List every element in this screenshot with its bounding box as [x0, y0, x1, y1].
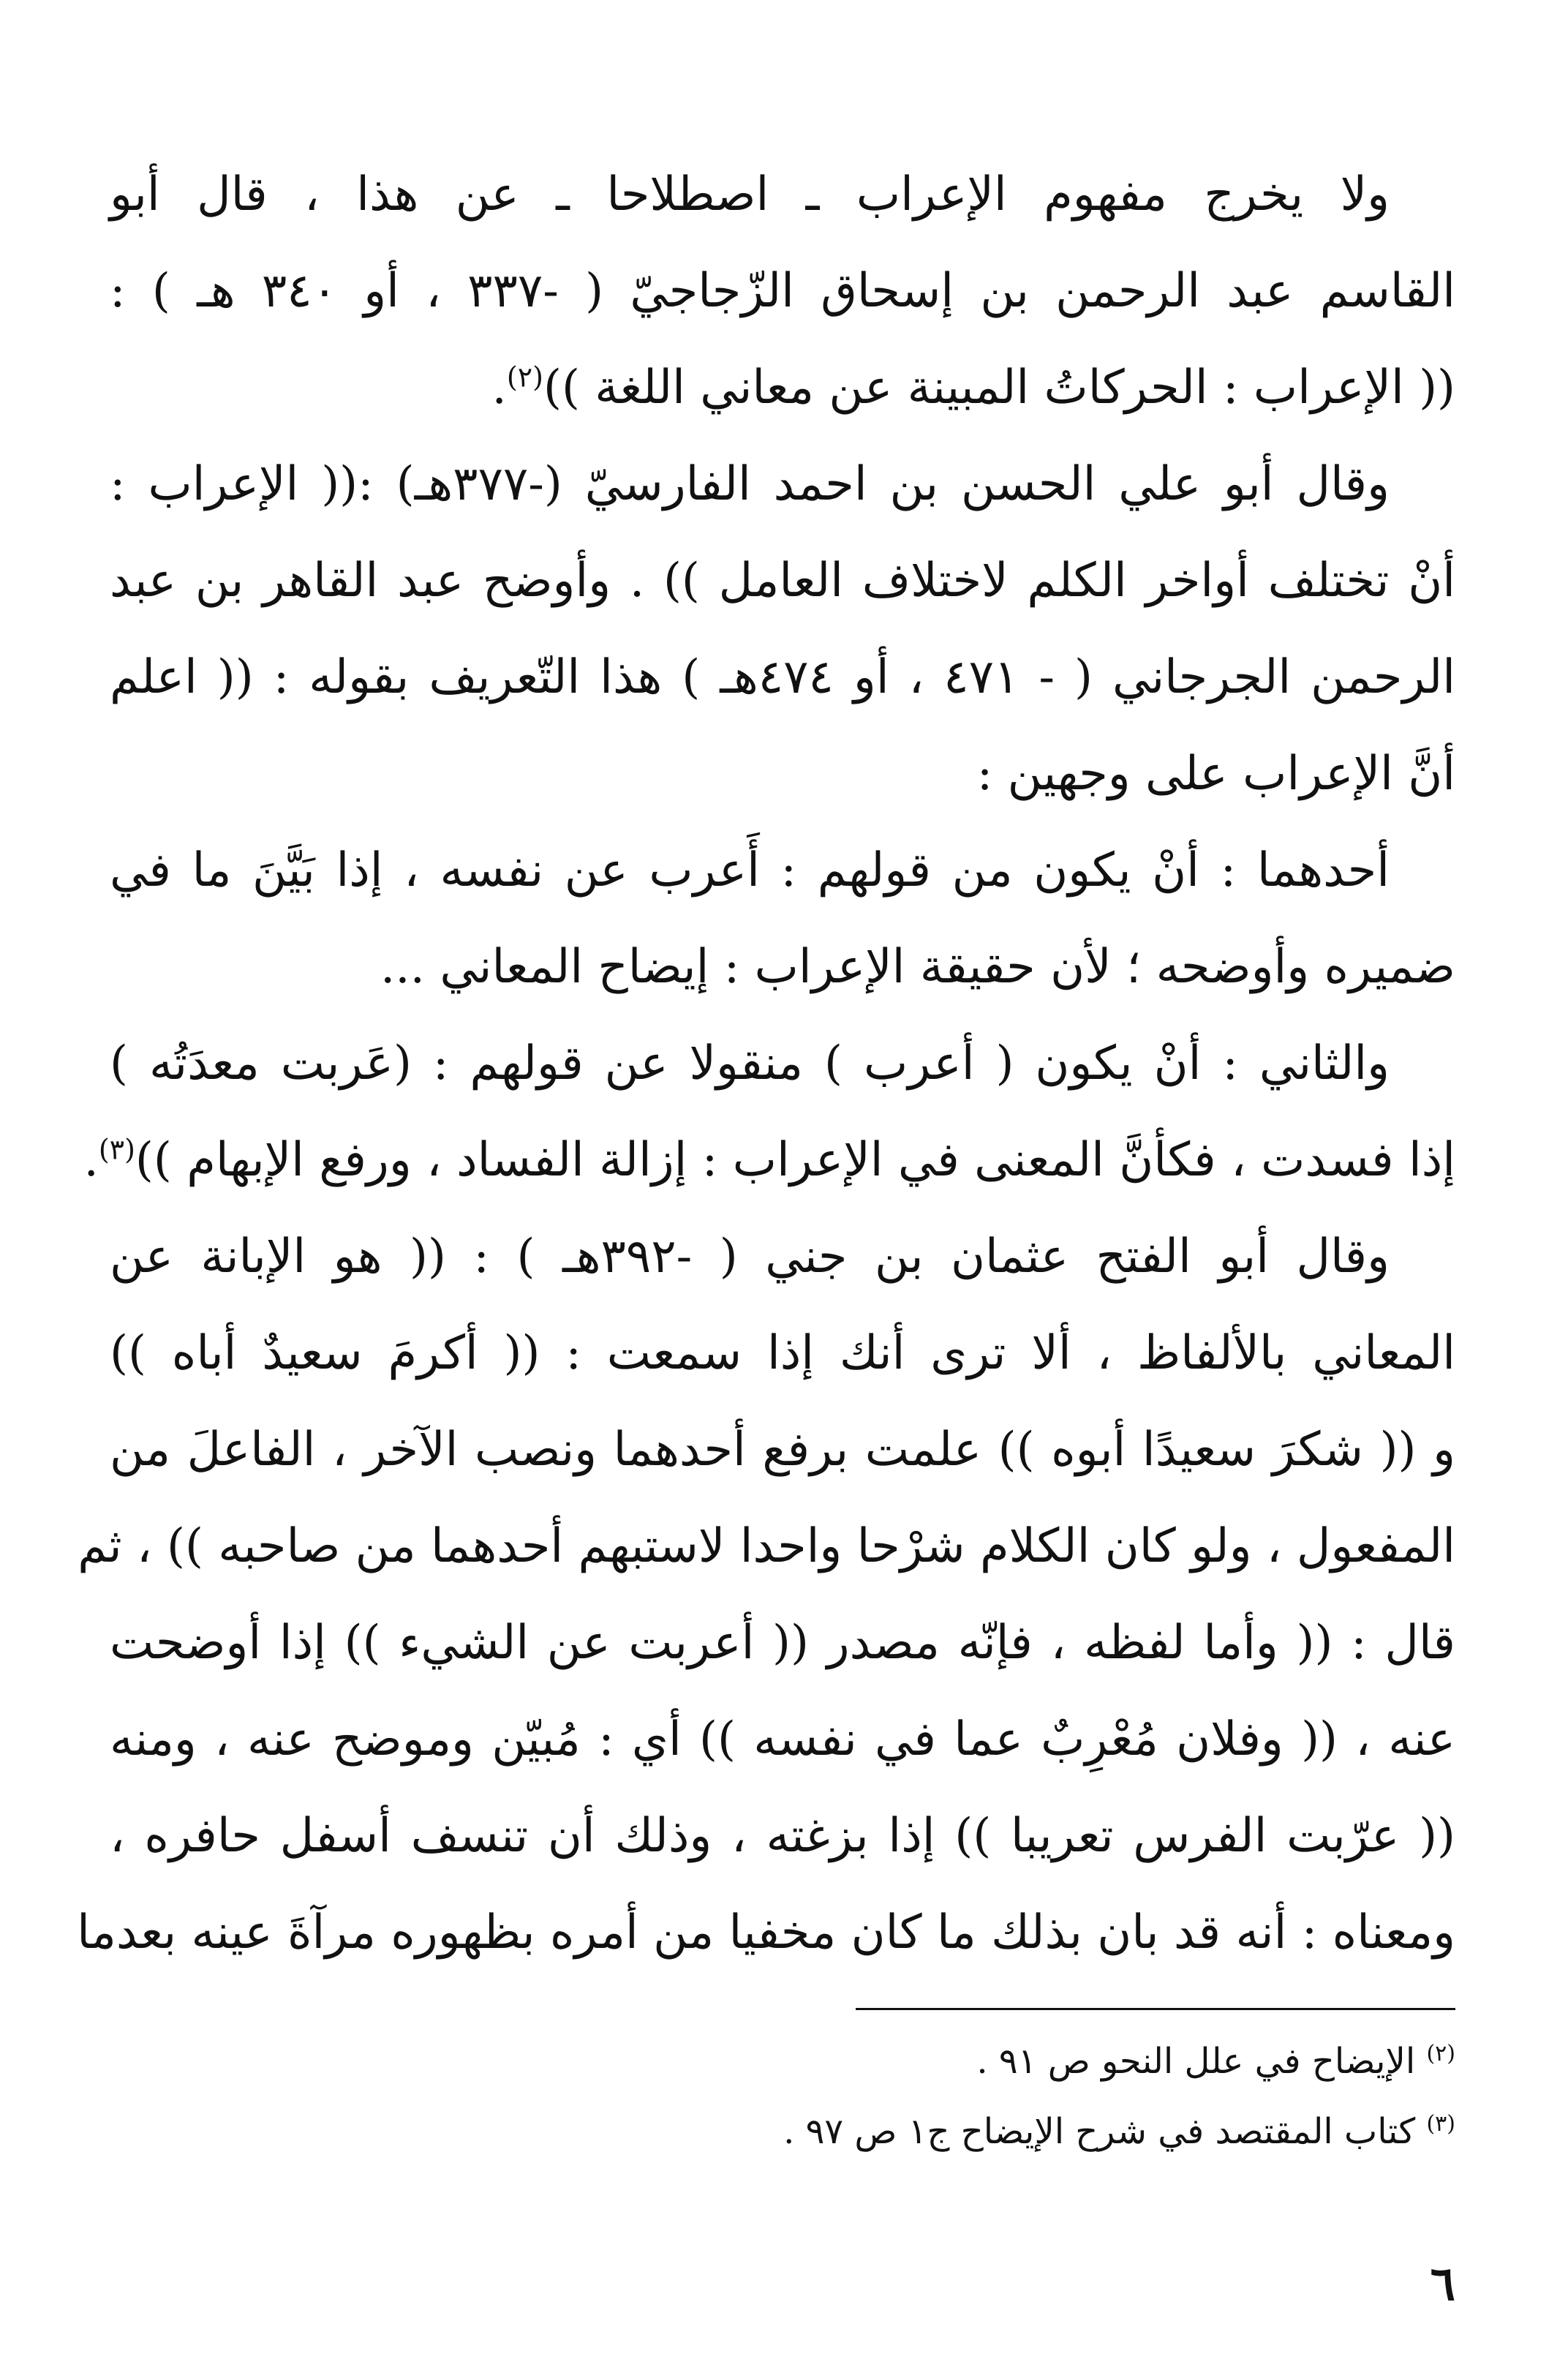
text-line: ومعناه : أنه قد بان بذلك ما كان مخفيا من أمره بظهوره مرآةَ عينه بعدما [77, 1906, 1455, 1960]
text-line: الرحمن الجرجاني ( - ٤٧١ ، أو ٤٧٤هـ ) هذا التّعريف بقوله : (( اعلم [110, 650, 1456, 704]
footnote-text: الإيضاح في علل النحو ص ٩١ . [976, 2041, 1416, 2082]
text-line: المعاني بالألفاظ ، ألا ترى أنك إذا سمعت : (( أكرمَ سعيدٌ أباه )) [110, 1326, 1455, 1380]
footnote-reference: (٢) [506, 361, 543, 394]
text-line: وقال أبو علي الحسن بن احمد الفارسيّ (-٣٧٧هـ) :(( الإعراب : [110, 457, 1390, 511]
footnote [110, 2096, 1455, 2167]
text-line: القاسم عبد الرحمن بن إسحاق الزّجاجيّ ( -٣٣٧ ، أو ٣٤٠ هـ ) : [110, 264, 1456, 318]
body-text [77, 146, 1456, 1981]
footnote-reference: (٣) [98, 1133, 135, 1166]
page-number: ٦ [1430, 2257, 1455, 2311]
text-line: ضميره وأوضحه ؛ لأن حقيقة الإعراب : إيضاح المعاني ... [380, 940, 1455, 994]
footnotes [110, 2026, 1455, 2167]
text-line: (( الإعراب : الحركاتُ المبينة عن معاني اللغة ))$^{(٢)}$. [491, 361, 1455, 415]
text-line: أحدهما : أنْ يكون من قولهم : أَعرب عن نفسه ، إذا بَيَّنَ ما في [110, 843, 1390, 898]
text-line: قال : (( وأما لفظه ، فإنّه مصدر (( أعربت عن الشيء )) إذا أوضحت [110, 1616, 1456, 1670]
text-line: إذا فسدت ، فكأنَّ المعنى في الإعراب : إزالة الفساد ، ورفع الإبهام ))$^{(٣)}$. [83, 1133, 1455, 1187]
text-line: أنْ تختلف أواخر الكلم لاختلاف العامل )) . وأوضح عبد القاهر بن عبد [110, 554, 1455, 608]
text-line: عنه ، (( وفلان مُعْرِبٌ عما في نفسه )) أي : مُبيّن وموضح عنه ، ومنه [110, 1712, 1455, 1767]
text-line: أنَّ الإعراب على وجهين : [976, 747, 1455, 801]
footnote-text: كتاب المقتصد في شرح الإيضاح ج١ ص ٩٧ . [783, 2111, 1416, 2152]
text-line: و (( شكرَ سعيدًا أبوه )) علمت برفع أحدهما ونصب الآخر ، الفاعلَ من [110, 1423, 1455, 1477]
footnote-marker: (٣) [1426, 2111, 1455, 2137]
text-line: المفعول ، ولو كان الكلام شرْحا واحدا لاستبهم أحدهما من صاحبه )) ، ثم [78, 1519, 1455, 1573]
text-line: (( عرّبت الفرس تعريبا )) إذا بزغته ، وذلك أن تنسف أسفل حافره ، [110, 1809, 1455, 1863]
text-line: ولا يخرج مفهوم الإعراب ـ اصطلاحا ـ عن هذا ، قال أبو [110, 168, 1390, 222]
footnote [110, 2026, 1455, 2096]
footnote-marker: (٢) [1426, 2041, 1455, 2066]
text-line: والثاني : أنْ يكون ( أعرب ) منقولا عن قولهم : (عَربت معدَتُه ) [110, 1037, 1390, 1091]
footnote-separator [856, 2008, 1455, 2010]
text-line: وقال أبو الفتح عثمان بن جني ( -٣٩٢هـ ) : (( هو الإبانة عن [110, 1230, 1390, 1284]
